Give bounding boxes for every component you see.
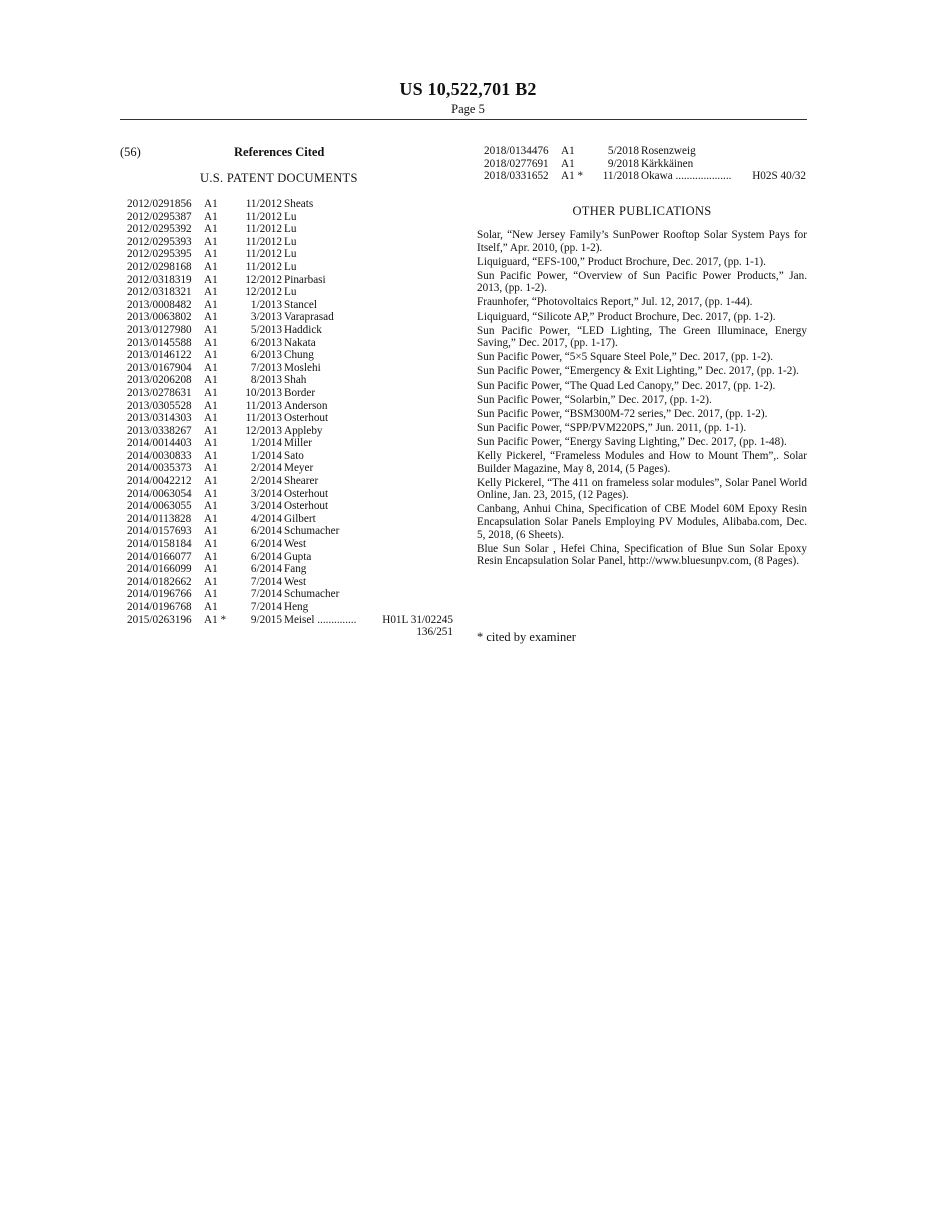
inventor-name-cell: Border (284, 386, 316, 399)
patent-row (127, 513, 453, 526)
date-cell: 6/2013 (250, 349, 282, 362)
inventor-name-cell: Appleby (284, 424, 323, 437)
patent-number-cell: 2013/0145588 (127, 336, 192, 349)
patent-row (127, 261, 453, 274)
us-patent-documents-list-continued (484, 145, 806, 183)
date-cell: 6/2014 (250, 550, 282, 563)
patent-number-cell: 2012/0295393 (127, 235, 192, 248)
inventor-name-cell: Nakata (284, 336, 316, 349)
date-cell: 6/2014 (250, 563, 282, 576)
publication-entry: Fraunhofer, “Photovoltaics Report,” Jul. 12, 2017, (pp. 1-44). (477, 296, 753, 309)
patent-number-cell: 2012/0291856 (127, 198, 192, 210)
kind-code-cell: A1 (204, 399, 218, 412)
patent-row (127, 349, 453, 362)
kind-code-cell: A1 (204, 210, 218, 223)
classification-cell: H02S 40/32 (752, 170, 806, 183)
date-cell: 5/2018 (607, 145, 639, 157)
date-cell: 11/2012 (245, 223, 282, 236)
inventor-name-cell: Haddick (284, 323, 322, 336)
publication-entry: Liquiguard, “Silicote AP,” Product Brochure, Dec. 2017, (pp. 1-2). (477, 310, 776, 323)
inventor-name-cell: Osterhout (284, 500, 329, 513)
kind-code-cell: A1 (204, 563, 218, 576)
patent-row (127, 614, 453, 627)
kind-code-cell: A1 (204, 525, 218, 538)
patent-number-cell: 2013/0206208 (127, 374, 192, 387)
patent-number-cell: 2013/0305528 (127, 399, 192, 412)
date-cell: 2/2014 (250, 462, 282, 475)
date-cell: 4/2014 (250, 512, 282, 525)
date-cell: 7/2014 (250, 588, 282, 601)
patent-number-cell: 2014/0063055 (127, 500, 192, 513)
date-cell: 1/2014 (250, 449, 282, 462)
inventor-name-cell: Moslehi (284, 361, 321, 374)
inventor-name-cell: Heng (284, 601, 309, 613)
kind-code-cell: A1 (204, 311, 218, 324)
kind-code-cell: A1 (204, 424, 218, 437)
patent-row (127, 236, 453, 249)
inventor-name-cell: Shearer (284, 475, 319, 488)
patent-number-cell: 2013/0008482 (127, 298, 192, 311)
patent-row (127, 248, 453, 261)
inventor-name-cell: Gupta (284, 550, 312, 563)
patent-row (127, 400, 453, 413)
date-cell: 11/2018 (602, 170, 639, 183)
inventor-name-cell: West (284, 538, 307, 551)
date-cell: 11/2013 (245, 412, 282, 425)
patent-row (127, 198, 453, 211)
date-cell: 11/2012 (245, 210, 282, 223)
patent-number-cell: 2018/0277691 (484, 157, 549, 170)
patent-row (127, 601, 453, 614)
kind-code-cell: A1 (204, 575, 218, 588)
publication-entry: Sun Pacific Power, “Overview of Sun Pacific Power Products,” Jan. 2013, (pp. 1-2). (477, 269, 807, 295)
kind-code-cell: A1 (204, 374, 218, 387)
patent-row (484, 145, 806, 158)
inventor-name-cell: Shah (284, 374, 307, 387)
publication-entry: Canbang, Anhui China, Specification of CBE Model 60M Epoxy Resin Encapsulation Solar Panels Employing PV Modules, Alibaba.com, Dec. 5, 2018, (6 Sheets). (477, 503, 807, 541)
patent-number-cell: 2013/0063802 (127, 311, 192, 324)
kind-code-cell: A1 (204, 437, 218, 450)
patent-number-cell: 2012/0298168 (127, 260, 192, 273)
publication-entry: Kelly Pickerel, “The 411 on frameless solar modules”, Solar Panel World Online, Jan. 23, 2015, (12 Pages). (477, 476, 807, 502)
inventor-name-cell: Anderson (284, 399, 328, 412)
patent-row (127, 211, 453, 224)
date-cell: 9/2018 (607, 157, 639, 170)
patent-number-cell: 2014/0196766 (127, 588, 192, 601)
patent-row (127, 274, 453, 287)
patent-row (127, 538, 453, 551)
kind-code-cell: A1 (204, 198, 218, 210)
patent-row (127, 450, 453, 463)
patent-row (127, 551, 453, 564)
inventor-name-cell: Osterhout (284, 487, 329, 500)
inventor-name-cell: Lu (284, 286, 297, 299)
inventor-name-cell: Miller (284, 437, 312, 450)
date-cell: 6/2014 (250, 538, 282, 551)
inventor-name-cell: Okawa .................... (641, 170, 732, 183)
inventor-name-cell: Meyer (284, 462, 314, 475)
patent-number-cell: 2014/0182662 (127, 575, 192, 588)
kind-code-cell: A1 (204, 336, 218, 349)
kind-code-cell: A1 (204, 412, 218, 425)
patent-number-cell: 2012/0295395 (127, 248, 192, 261)
date-cell: 8/2013 (250, 374, 282, 387)
kind-code-cell: A1 (204, 550, 218, 563)
patent-number-cell: 2013/0338267 (127, 424, 192, 437)
patent-row (127, 488, 453, 501)
classification-cell: 136/251 (416, 626, 453, 639)
kind-code-cell: A1 * (561, 170, 584, 183)
patent-number-cell: 2013/0314303 (127, 412, 192, 425)
date-cell: 11/2012 (245, 260, 282, 273)
inventor-name-cell: Lu (284, 248, 297, 261)
kind-code-cell: A1 (204, 323, 218, 336)
patent-row (127, 286, 453, 299)
kind-code-cell: A1 (561, 157, 575, 170)
publication-entry: Sun Pacific Power, “SPP/PVM220PS,” Jun. 2011, (pp. 1-1). (477, 421, 747, 434)
publication-entry: Sun Pacific Power, “Energy Saving Lighting,” Dec. 2017, (pp. 1-48). (477, 435, 787, 448)
date-cell: 12/2012 (245, 273, 282, 286)
inventor-name-cell: Varaprasad (284, 311, 334, 324)
patent-number-cell: 2014/0196768 (127, 601, 192, 613)
inventor-name-cell: Kärkkäinen (641, 157, 694, 170)
patent-row (484, 170, 806, 183)
inventor-name-cell: Lu (284, 210, 297, 223)
patent-number-cell: 2014/0113828 (127, 512, 192, 525)
date-cell: 3/2013 (250, 311, 282, 324)
inventor-name-cell: Rosenzweig (641, 145, 696, 157)
date-cell: 6/2013 (250, 336, 282, 349)
patent-number-cell: 2014/0158184 (127, 538, 192, 551)
date-cell: 11/2012 (245, 235, 282, 248)
publication-entry: Kelly Pickerel, “Frameless Modules and How to Mount Them”,. Solar Builder Magazine, May 8, 2014, (5 Pages). (477, 450, 807, 475)
us-patent-documents-list (127, 198, 453, 639)
patent-row (127, 387, 453, 400)
other-publications-title: OTHER PUBLICATIONS (572, 204, 712, 218)
kind-code-cell: A1 (204, 361, 218, 374)
date-cell: 3/2014 (250, 500, 282, 513)
publication-entry: Liquiguard, “EFS-100,” Product Brochure, Dec. 2017, (pp. 1-1). (477, 255, 766, 268)
header-divider (120, 119, 807, 120)
inventor-name-cell: West (284, 575, 307, 588)
inid-code: (56) (120, 145, 141, 159)
patent-number-cell: 2014/0063054 (127, 487, 192, 500)
patent-number-cell: 2015/0263196 (127, 613, 192, 626)
kind-code-cell: A1 (204, 349, 218, 362)
publication-entry: Blue Sun Solar , Hefei China, Specification of Blue Sun Solar Epoxy Resin Encapsulation Solar Panel, http://www.bluesunpv.com, (8 Pages). (477, 542, 807, 568)
publication-entry: Sun Pacific Power, “Solarbin,” Dec. 2017, (pp. 1-2). (477, 393, 712, 406)
kind-code-cell: A1 (204, 286, 218, 299)
patent-number-cell: 2014/0157693 (127, 525, 192, 538)
inventor-name-cell: Meisel .............. (284, 613, 357, 626)
date-cell: 5/2013 (250, 323, 282, 336)
patent-number-cell: 2013/0167904 (127, 361, 192, 374)
date-cell: 1/2014 (250, 437, 282, 450)
patent-number-cell: 2018/0134476 (484, 145, 549, 157)
publication-entry: Solar, “New Jersey Family’s SunPower Rooftop Solar System Pays for Itself,” Apr. 2010, (pp. 1-2). (477, 229, 807, 254)
kind-code-cell: A1 (204, 248, 218, 261)
patent-row (127, 576, 453, 589)
date-cell: 3/2014 (250, 487, 282, 500)
publication-entry: Sun Pacific Power, “LED Lighting, The Green Illuminace, Energy Saving,” Dec. 2017, (pp. 1-17). (477, 324, 807, 350)
patent-row (484, 158, 806, 171)
patent-row-continued (127, 626, 453, 639)
inventor-name-cell: Lu (284, 223, 297, 236)
patent-row (127, 563, 453, 576)
inventor-name-cell: Chung (284, 349, 314, 362)
kind-code-cell: A1 (204, 386, 218, 399)
kind-code-cell: A1 (204, 538, 218, 551)
patent-number-cell: 2014/0014403 (127, 437, 192, 450)
inventor-name-cell: Stancel (284, 298, 317, 311)
inventor-name-cell: Sheats (284, 198, 314, 210)
patent-number-cell: 2013/0127980 (127, 323, 192, 336)
date-cell: 7/2013 (250, 361, 282, 374)
patent-number-cell: 2014/0035373 (127, 462, 192, 475)
patent-number: US 10,522,701 B2 (399, 79, 537, 99)
kind-code-cell: A1 (204, 487, 218, 500)
date-cell: 11/2013 (245, 399, 282, 412)
classification-cell: H01L 31/02245 (382, 613, 453, 626)
kind-code-cell: A1 (204, 500, 218, 513)
inventor-name-cell: Fang (284, 563, 307, 576)
patent-number-cell: 2014/0042212 (127, 475, 192, 488)
patent-number-cell: 2012/0318321 (127, 286, 192, 299)
publication-entry: Sun Pacific Power, “Emergency & Exit Lighting,” Dec. 2017, (pp. 1-2). (477, 365, 799, 378)
patent-number-cell: 2014/0030833 (127, 449, 192, 462)
date-cell: 6/2014 (250, 525, 282, 538)
date-cell: 11/2012 (245, 248, 282, 261)
references-cited-title: References Cited (234, 145, 325, 159)
patent-row (127, 500, 453, 513)
patent-number-cell: 2014/0166077 (127, 550, 192, 563)
date-cell: 7/2014 (250, 575, 282, 588)
inventor-name-cell: Schumacher (284, 588, 340, 601)
kind-code-cell: A1 (204, 449, 218, 462)
kind-code-cell: A1 (204, 588, 218, 601)
inventor-name-cell: Sato (284, 449, 304, 462)
date-cell: 11/2012 (245, 198, 282, 210)
patent-number-cell: 2012/0295387 (127, 210, 192, 223)
patent-number-cell: 2012/0318319 (127, 273, 192, 286)
cited-by-examiner-note: * cited by examiner (477, 630, 576, 644)
publication-entry: Sun Pacific Power, “The Quad Led Canopy,” Dec. 2017, (pp. 1-2). (477, 379, 776, 392)
kind-code-cell: A1 (204, 223, 218, 236)
kind-code-cell: A1 (204, 298, 218, 311)
publication-entry: Sun Pacific Power, “5×5 Square Steel Pole,” Dec. 2017, (pp. 1-2). (477, 351, 774, 364)
kind-code-cell: A1 (204, 235, 218, 248)
patent-row (127, 299, 453, 312)
kind-code-cell: A1 (204, 475, 218, 488)
kind-code-cell: A1 (204, 260, 218, 273)
patent-row (127, 362, 453, 375)
kind-code-cell: A1 (204, 273, 218, 286)
patent-number-cell: 2012/0295392 (127, 223, 192, 236)
patent-row (127, 374, 453, 387)
patent-number-cell: 2018/0331652 (484, 170, 549, 183)
patent-row (127, 337, 453, 350)
patent-row (127, 412, 453, 425)
kind-code-cell: A1 * (204, 613, 227, 626)
kind-code-cell: A1 (561, 145, 575, 157)
patent-row (127, 425, 453, 438)
us-patent-documents-title: U.S. PATENT DOCUMENTS (200, 171, 358, 185)
patent-row (127, 324, 453, 337)
page-number: Page 5 (451, 102, 485, 116)
date-cell: 10/2013 (245, 386, 282, 399)
other-publications-list (477, 229, 807, 569)
patent-row (127, 525, 453, 538)
inventor-name-cell: Lu (284, 260, 297, 273)
date-cell: 9/2015 (250, 613, 282, 626)
date-cell: 2/2014 (250, 475, 282, 488)
date-cell: 12/2013 (245, 424, 282, 437)
publication-entry: Sun Pacific Power, “BSM300M-72 series,” Dec. 2017, (pp. 1-2). (477, 407, 768, 420)
patent-row (127, 475, 453, 488)
patent-row (127, 437, 453, 450)
kind-code-cell: A1 (204, 601, 218, 613)
patent-number-cell: 2013/0278631 (127, 386, 192, 399)
patent-row (127, 462, 453, 475)
inventor-name-cell: Gilbert (284, 512, 316, 525)
inventor-name-cell: Pinarbasi (284, 273, 326, 286)
patent-row (127, 588, 453, 601)
date-cell: 7/2014 (250, 601, 282, 613)
kind-code-cell: A1 (204, 512, 218, 525)
inventor-name-cell: Schumacher (284, 525, 340, 538)
patent-row (127, 223, 453, 236)
patent-number-cell: 2014/0166099 (127, 563, 192, 576)
inventor-name-cell: Osterhout (284, 412, 329, 425)
patent-row (127, 311, 453, 324)
date-cell: 1/2013 (250, 298, 282, 311)
kind-code-cell: A1 (204, 462, 218, 475)
patent-number-cell: 2013/0146122 (127, 349, 192, 362)
inventor-name-cell: Lu (284, 235, 297, 248)
date-cell: 12/2012 (245, 286, 282, 299)
